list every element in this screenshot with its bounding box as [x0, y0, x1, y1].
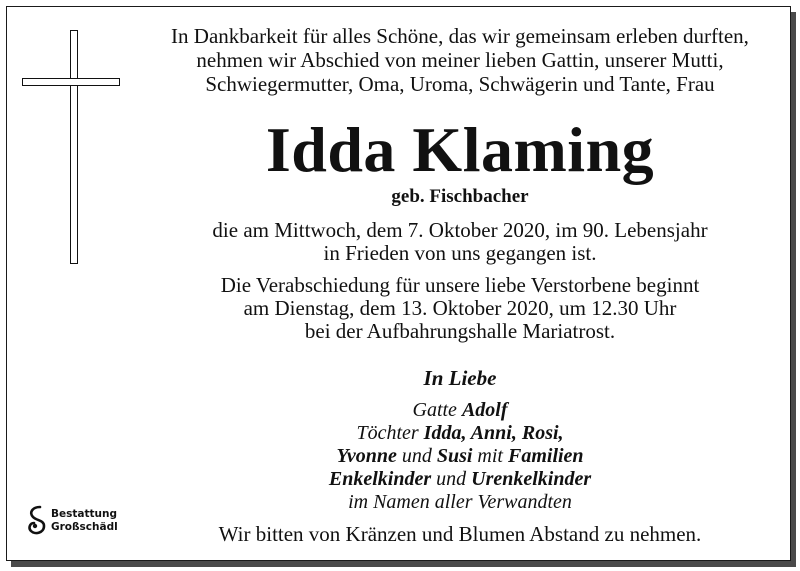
family-line-daughters: Töchter Idda, Anni, Rosi, [356, 422, 564, 444]
logo-swirl-icon [26, 504, 48, 538]
logo-line-2: Großschädl [51, 521, 118, 533]
death-notice-line: in Frieden von uns gegangen ist. [323, 241, 597, 265]
in-love-heading: In Liebe [423, 366, 497, 390]
family-line-spouse: Gatte Adolf [412, 399, 508, 421]
intro-line: nehmen wir Abschied von meiner lieben Gattin, unserer Mutti, [196, 48, 724, 72]
logo-line-1: Bestattung [51, 508, 117, 520]
closing-request: Wir bitten von Kränzen und Blumen Abstand zu nehmen. [218, 522, 702, 546]
family-list [120, 399, 800, 514]
family-line-relatives: im Namen aller Verwandten [348, 491, 572, 513]
intro-text [120, 24, 800, 96]
funeral-home-logo [26, 504, 118, 538]
farewell-notice [120, 274, 800, 343]
farewell-line: bei der Aufbahrungshalle Mariatrost. [304, 319, 616, 343]
family-line-daughters-2: Yvonne und Susi mit Familien [336, 445, 584, 467]
death-notice [120, 219, 800, 265]
deceased-name: Idda Klaming [265, 114, 655, 185]
farewell-line: Die Verabschiedung für unsere liebe Verstorbene beginnt [220, 273, 700, 297]
death-notice-line: die am Mittwoch, dem 7. Oktober 2020, im 90. Lebensjahr [212, 218, 708, 242]
birth-name: geb. Fischbacher [391, 186, 529, 207]
intro-line: In Dankbarkeit für alles Schöne, das wir gemeinsam erleben durften, [171, 24, 749, 48]
farewell-line: am Dienstag, dem 13. Oktober 2020, um 12.30 Uhr [243, 296, 677, 320]
intro-line: Schwiegermutter, Oma, Uroma, Schwägerin und Tante, Frau [205, 72, 715, 96]
family-line-grandchildren: Enkelkinder und Urenkelkinder [328, 468, 592, 490]
